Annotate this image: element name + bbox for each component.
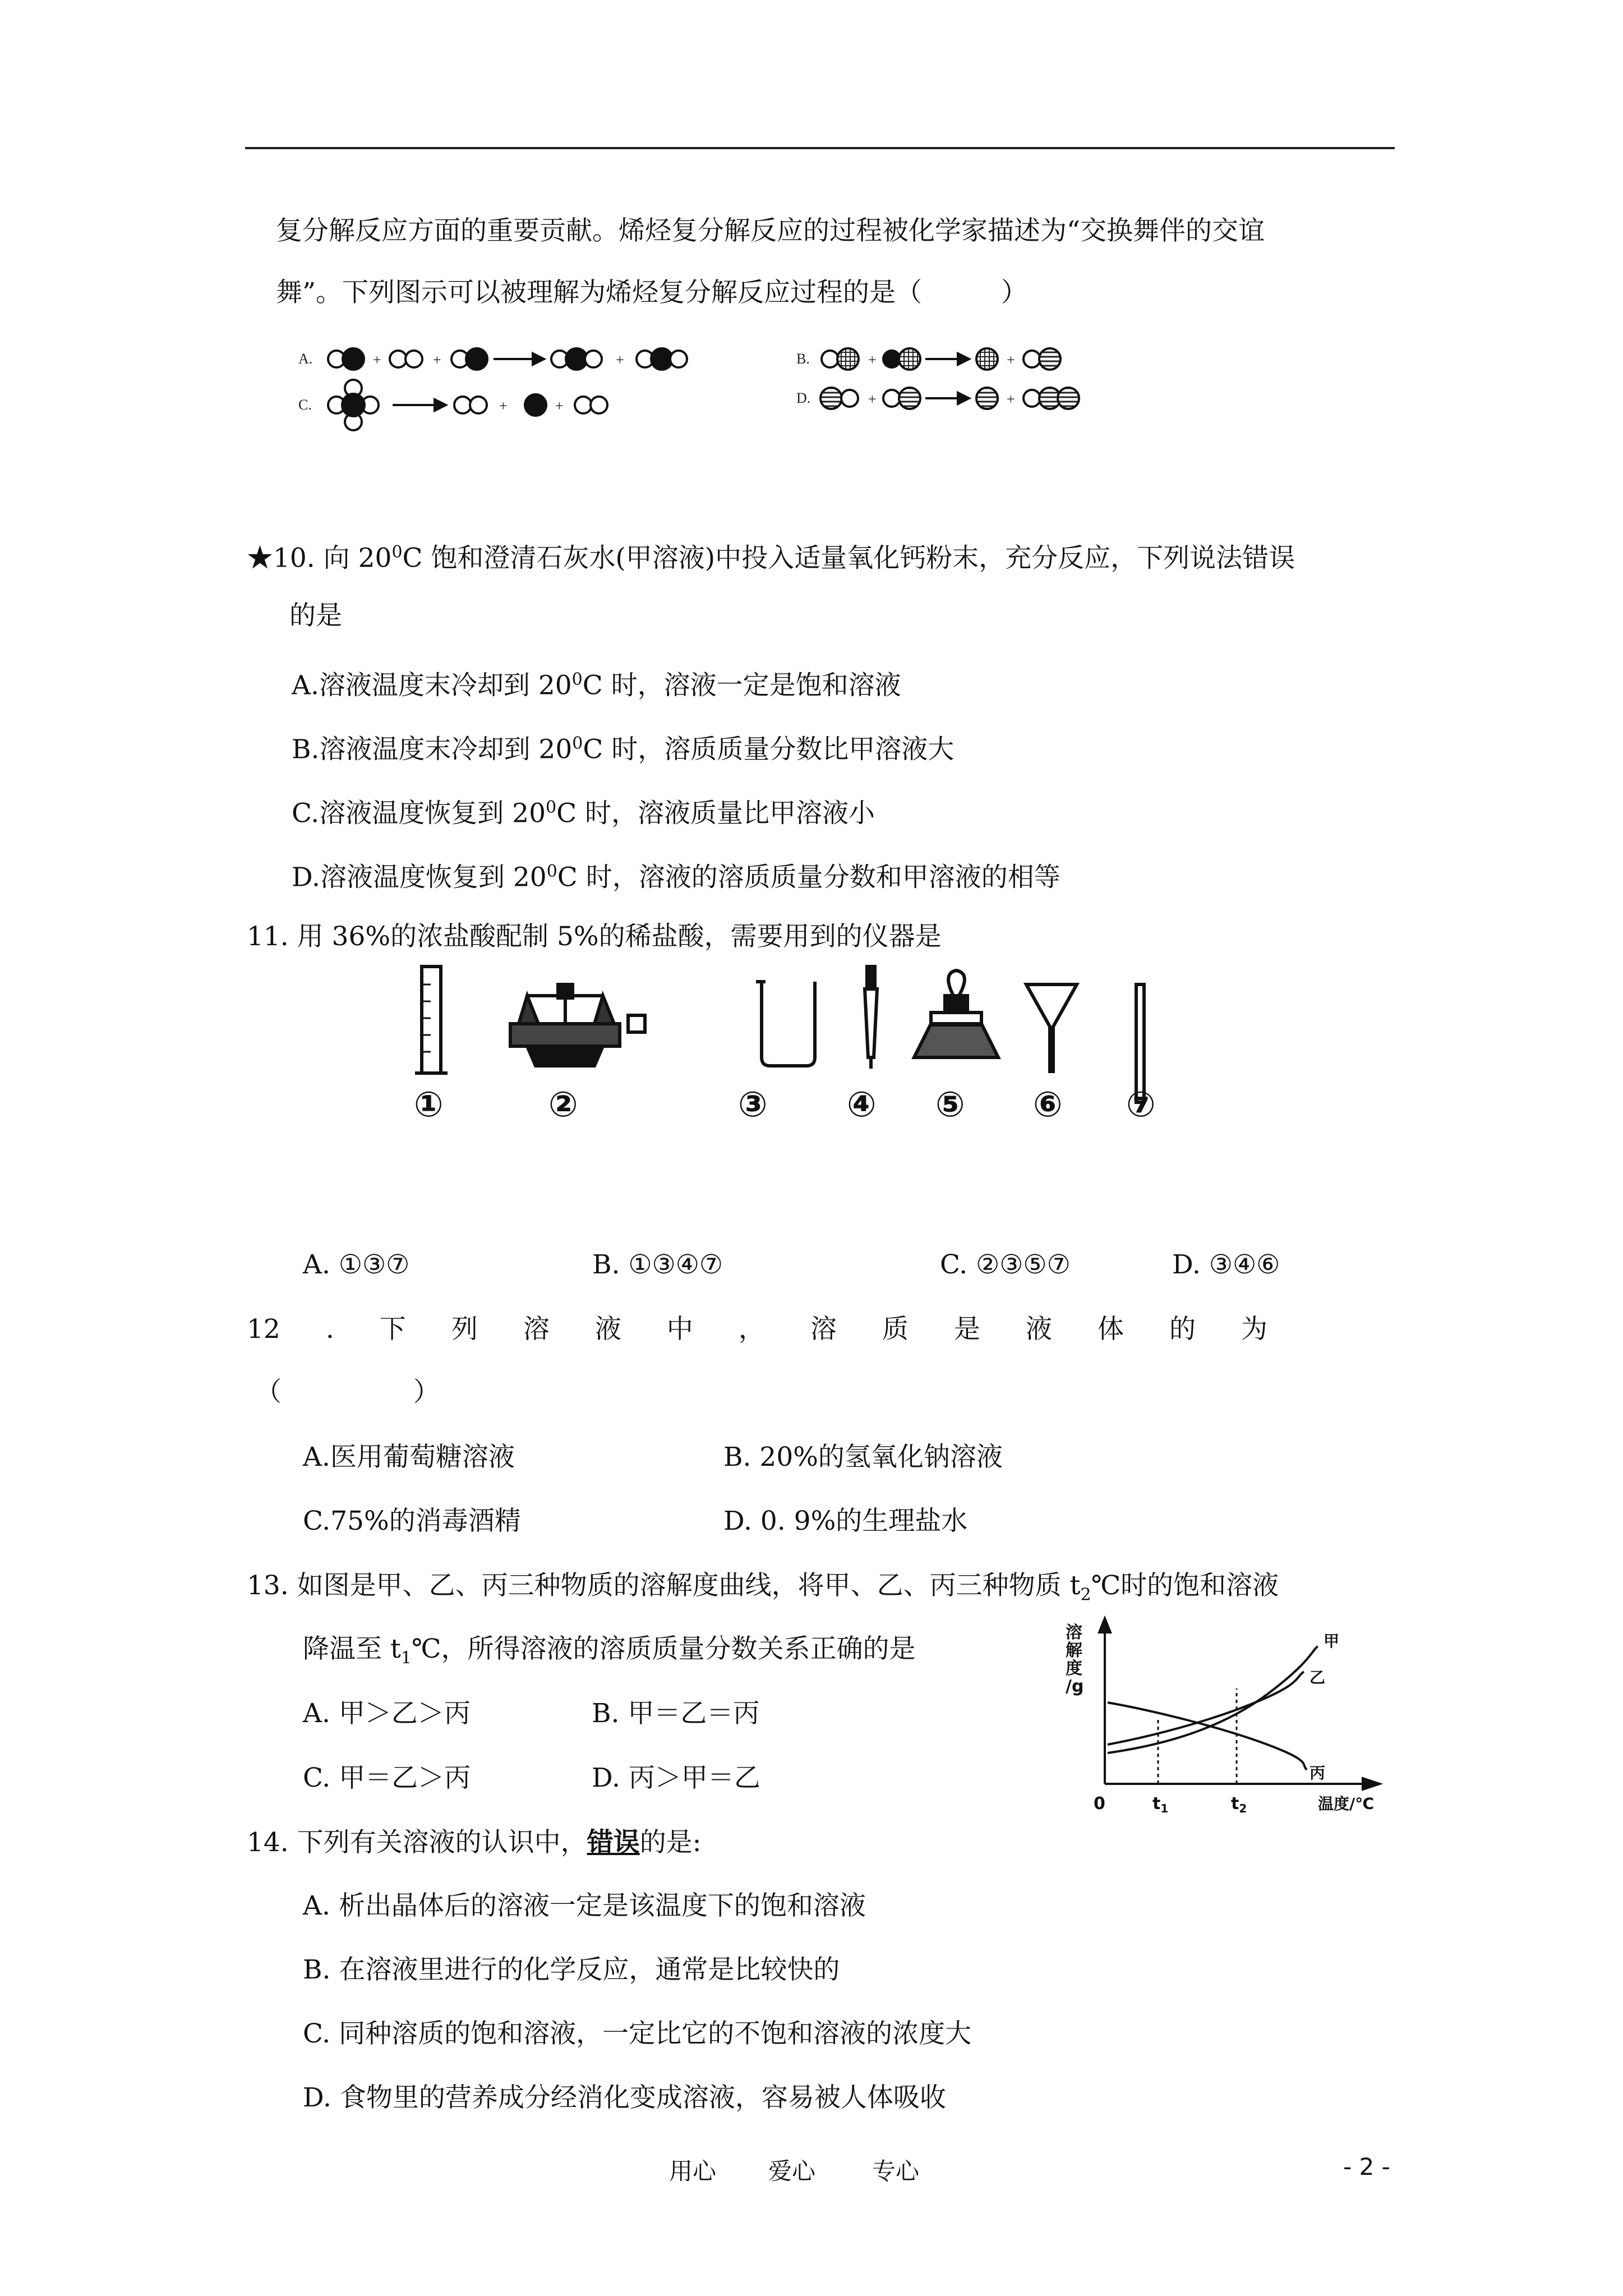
q10-option-d: D.溶液温度恢复到 $20^0C$ 时，溶液的溶质质量分数和甲溶液的相等 (292, 862, 1061, 893)
series-label-bing: 丙 (1310, 1764, 1326, 1782)
q9-line2: 舞”。下列图示可以被理解为烯烃复分解反应过程的是（ ） (276, 277, 1028, 308)
alcohol-lamp-icon (914, 970, 998, 1057)
q9-reaction-diagram (292, 337, 1166, 449)
instrument-label-5: ⑤ (935, 1084, 965, 1125)
q13-option-a: A. 甲＞乙＞丙 (303, 1698, 471, 1729)
svg-text:+: + (868, 352, 877, 368)
q11-instruments-figure (404, 962, 1200, 1130)
graduated-cylinder-icon (415, 967, 448, 1073)
q11-stem: 11. 用 36%的浓盐酸配制 5%的稀盐酸，需要用到的仪器是 (247, 921, 942, 952)
series-label-jia: 甲 (1324, 1632, 1340, 1650)
graph-ylabel-4: /g (1066, 1677, 1084, 1696)
q9-option-b-label: B. (796, 351, 810, 367)
graph-t1: $t_1$ (1152, 1794, 1169, 1815)
svg-text:+: + (868, 391, 877, 407)
instrument-label-4: ④ (847, 1084, 877, 1125)
instrument-label-7: ⑦ (1126, 1084, 1156, 1125)
q11-option-d: D. ③④⑥ (1172, 1249, 1280, 1280)
header-rule (245, 147, 1395, 149)
q11-option-c: C. ②③⑤⑦ (940, 1249, 1071, 1280)
svg-text:+: + (373, 352, 381, 368)
svg-text:+: + (1007, 391, 1015, 407)
q9-option-d-label: D. (796, 390, 811, 406)
q9-option-c-label: C. (298, 397, 312, 413)
q12-option-b: B. 20%的氢氧化钠溶液 (723, 1442, 1003, 1473)
footer-motto-3: 专心 (872, 2157, 920, 2185)
q13-option-d: D. 丙＞甲＝乙 (592, 1763, 760, 1793)
graph-xlabel: 温度/℃ (1318, 1795, 1375, 1813)
q10-stem-line2: 的是 (289, 600, 342, 631)
q9-line1: 复分解反应方面的重要贡献。烯烃复分解反应的过程被化学家描述为“交换舞伴的交谊 (276, 215, 1265, 246)
q14-option-b: B. 在溶液里进行的化学反应，通常是比较快的 (303, 1954, 840, 1985)
instrument-label-1: ① (414, 1084, 444, 1125)
page-number: - 2 - (1343, 2153, 1390, 2180)
q12-option-a: A.医用葡萄糖溶液 (303, 1442, 515, 1473)
q11-option-a: A. ①③⑦ (303, 1249, 410, 1280)
balance-scale-icon (510, 984, 645, 1066)
q14-option-d: D. 食物里的营养成分经消化变成溶液，容易被人体吸收 (303, 2082, 946, 2113)
svg-text:+: + (555, 398, 564, 414)
footer-motto-2: 爱心 (768, 2157, 816, 2185)
q13-solubility-graph (1054, 1616, 1413, 1829)
graph-t2: $t_2$ (1231, 1794, 1247, 1815)
graph-ylabel-1: 溶 (1066, 1623, 1082, 1642)
q9-option-a-label: A. (298, 351, 313, 367)
instrument-label-6: ⑥ (1033, 1084, 1063, 1125)
q14-stem: 14. 下列有关溶液的认识中，错误的是: (247, 1827, 702, 1858)
q11-option-b: B. ①③④⑦ (592, 1249, 723, 1280)
q14-option-a: A. 析出晶体后的溶液一定是该温度下的饱和溶液 (303, 1890, 866, 1921)
graph-ylabel-3: 度 (1066, 1659, 1082, 1678)
q13-stem-line1: 13. 如图是甲、乙、丙三种物质的溶解度曲线，将甲、乙、丙三种物质 $t_2℃$时的饱和溶液 (247, 1570, 1279, 1605)
q13-option-c: C. 甲＝乙＞丙 (303, 1763, 471, 1793)
q12-option-c: C.75%的消毒酒精 (303, 1506, 521, 1536)
q10-option-c: C.溶液温度恢复到 $20^0C$ 时，溶液质量比甲溶液小 (292, 798, 875, 829)
q10-option-a: A.溶液温度末冷却到 $20^0C$ 时，溶液一定是饱和溶液 (292, 670, 901, 701)
q12-answer-paren: （ ） (255, 1377, 440, 1407)
q14-option-c: C. 同种溶质的饱和溶液，一定比它的不饱和溶液的浓度大 (303, 2018, 972, 2049)
q10-stem-line1: ★10. 向 $20^0C$ 饱和澄清石灰水(甲溶液)中投入适量氧化钙粉末，充分反应，下列说法错误 (247, 542, 1295, 574)
instrument-label-3: ③ (738, 1084, 768, 1125)
svg-text:+: + (616, 352, 624, 368)
instrument-label-2: ② (548, 1084, 578, 1125)
q12-option-d: D. 0. 9%的生理盐水 (723, 1506, 968, 1536)
q13-stem-line2: 降温至 $t_1℃$，所得溶液的溶质质量分数关系正确的是 (303, 1634, 916, 1668)
series-label-yi: 乙 (1310, 1668, 1326, 1687)
graph-origin: 0 (1094, 1794, 1105, 1814)
q12-stem: 12 . 下 列 溶 液 中 ， 溶 质 是 液 体 的 为 (247, 1314, 1267, 1345)
q13-option-b: B. 甲＝乙＝丙 (592, 1698, 760, 1729)
graph-ylabel-2: 解 (1066, 1641, 1082, 1660)
svg-text:+: + (499, 398, 508, 414)
q14-emphasis: 错误 (587, 1827, 640, 1858)
q10-option-b: B.溶液温度末冷却到 $20^0C$ 时，溶质质量分数比甲溶液大 (292, 734, 955, 765)
funnel-icon (1026, 984, 1077, 1071)
dropper-icon (865, 967, 877, 1069)
svg-text:+: + (433, 352, 441, 368)
beaker-icon (756, 982, 815, 1066)
footer-motto-1: 用心 (669, 2157, 717, 2185)
svg-text:+: + (1007, 352, 1015, 368)
